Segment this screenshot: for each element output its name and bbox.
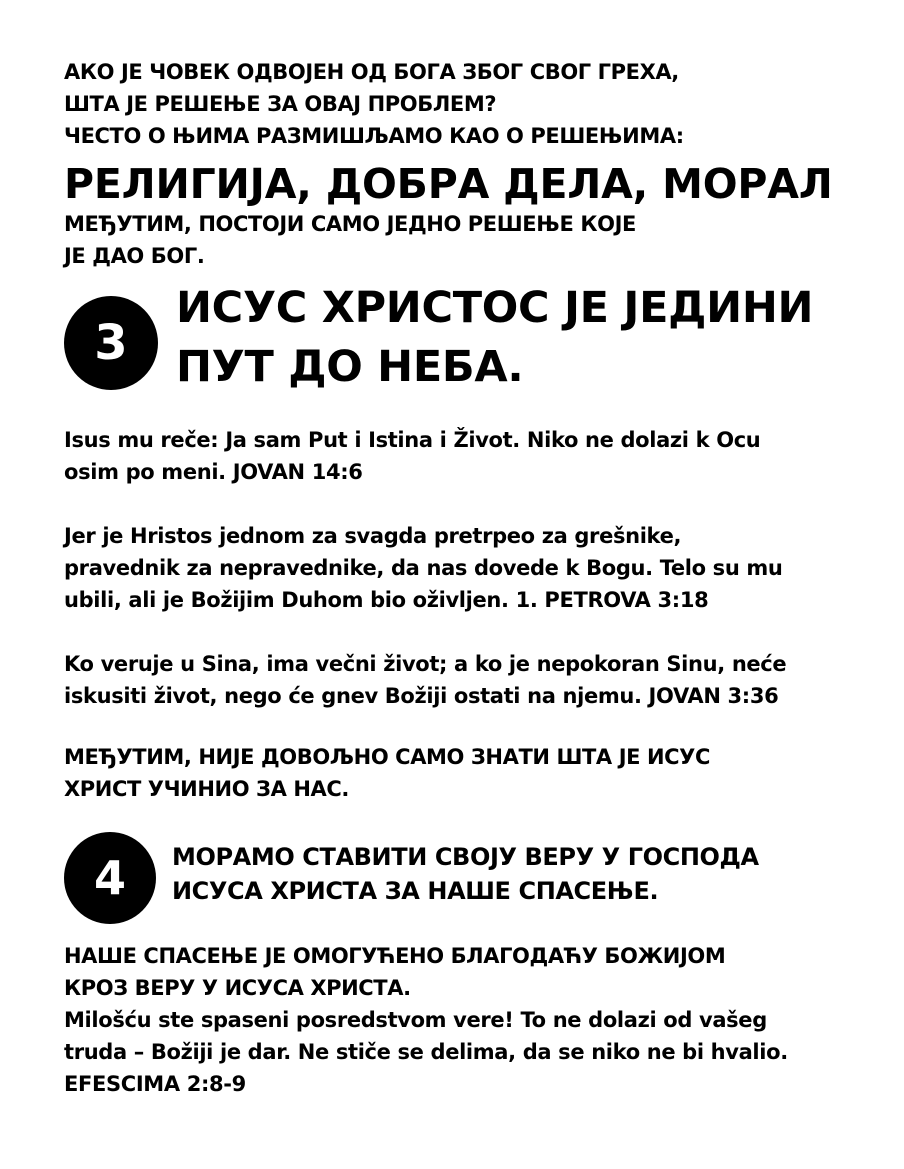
step-3-number: 3 [94,315,128,371]
step-3-title-line-2: ПУТ ДО НЕБА. [176,342,524,392]
verse-john-3-36-line-1: Ko veruje u Sina, ima večni život; a ko je nepokoran Sinu, neće [64,652,787,676]
step-4-heading-line-1: НАШЕ СПАСЕЊЕ ЈЕ ОМОГУЋЕНО БЛАГОДАЋУ БОЖИЈОМ [64,944,726,968]
verse-john-14-6-line-2: osim po meni. JOVAN 14:6 [64,460,363,484]
intro-after-line-1: МЕЂУТИМ, ПОСТОЈИ САМО ЈЕДНО РЕШЕЊЕ КОЈЕ [64,212,636,236]
verse-ephesians-2-8-line-3: EFESCIMA 2:8-9 [64,1072,246,1096]
intro-line-3: ЧЕСТО О ЊИМА РАЗМИШЉАМО КАО О РЕШЕЊИМА: [64,124,684,148]
verse-ephesians-2-8-line-2: truda – Božiji je dar. Ne stiče se delima, da se niko ne bi hvalio. [64,1040,788,1064]
verse-1-peter-3-18-line-2: pravednik za nepravednike, da nas dovede k Bogu. Telo su mu [64,556,783,580]
verse-1-peter-3-18-line-1: Jer je Hristos jednom za svagda pretrpeo za grešnike, [64,524,682,548]
step-3-title-line-1: ИСУС ХРИСТОС ЈЕ ЈЕДИНИ [176,283,814,333]
step-4-number-badge [64,832,156,924]
step-4-title-line-2: ИСУСА ХРИСТА ЗА НАШЕ СПАСЕЊЕ. [172,877,659,905]
step-4-title-line-1: МОРАМО СТАВИТИ СВОЈУ ВЕРУ У ГОСПОДА [172,843,759,871]
intro-line-2: ШТА ЈЕ РЕШЕЊЕ ЗА ОВАЈ ПРОБЛЕМ? [64,92,497,116]
step-3-closing-line-2: ХРИСТ УЧИНИО ЗА НАС. [64,777,349,801]
verse-1-peter-3-18-line-3: ubili, ali je Božijim Duhom bio oživljen. 1. PETROVA 3:18 [64,588,709,612]
verse-john-3-36-line-2: iskusiti život, nego će gnev Božiji ostati na njemu. JOVAN 3:36 [64,684,779,708]
intro-line-1: АКО ЈЕ ЧОВЕК ОДВОЈЕН ОД БОГА ЗБОГ СВОГ ГРЕХА, [64,60,679,84]
step-4-heading-line-2: КРОЗ ВЕРУ У ИСУСА ХРИСТА. [64,976,411,1000]
intro-after-line-2: ЈЕ ДАО БОГ. [64,244,205,268]
step-3-closing-line-1: МЕЂУТИМ, НИЈЕ ДОВОЉНО САМО ЗНАТИ ШТА ЈЕ ИСУС [64,745,710,769]
verse-ephesians-2-8-line-1: Milošću ste spaseni posredstvom vere! To ne dolazi od vašeg [64,1008,767,1032]
religion-heading: РЕЛИГИЈА, ДОБРА ДЕЛА, МОРАЛ [64,160,833,208]
verse-john-14-6-line-1: Isus mu reče: Ja sam Put i Istina i Život. Niko ne dolazi k Ocu [64,428,761,452]
step-3-number-badge [64,296,158,390]
step-4-number: 4 [93,851,126,905]
